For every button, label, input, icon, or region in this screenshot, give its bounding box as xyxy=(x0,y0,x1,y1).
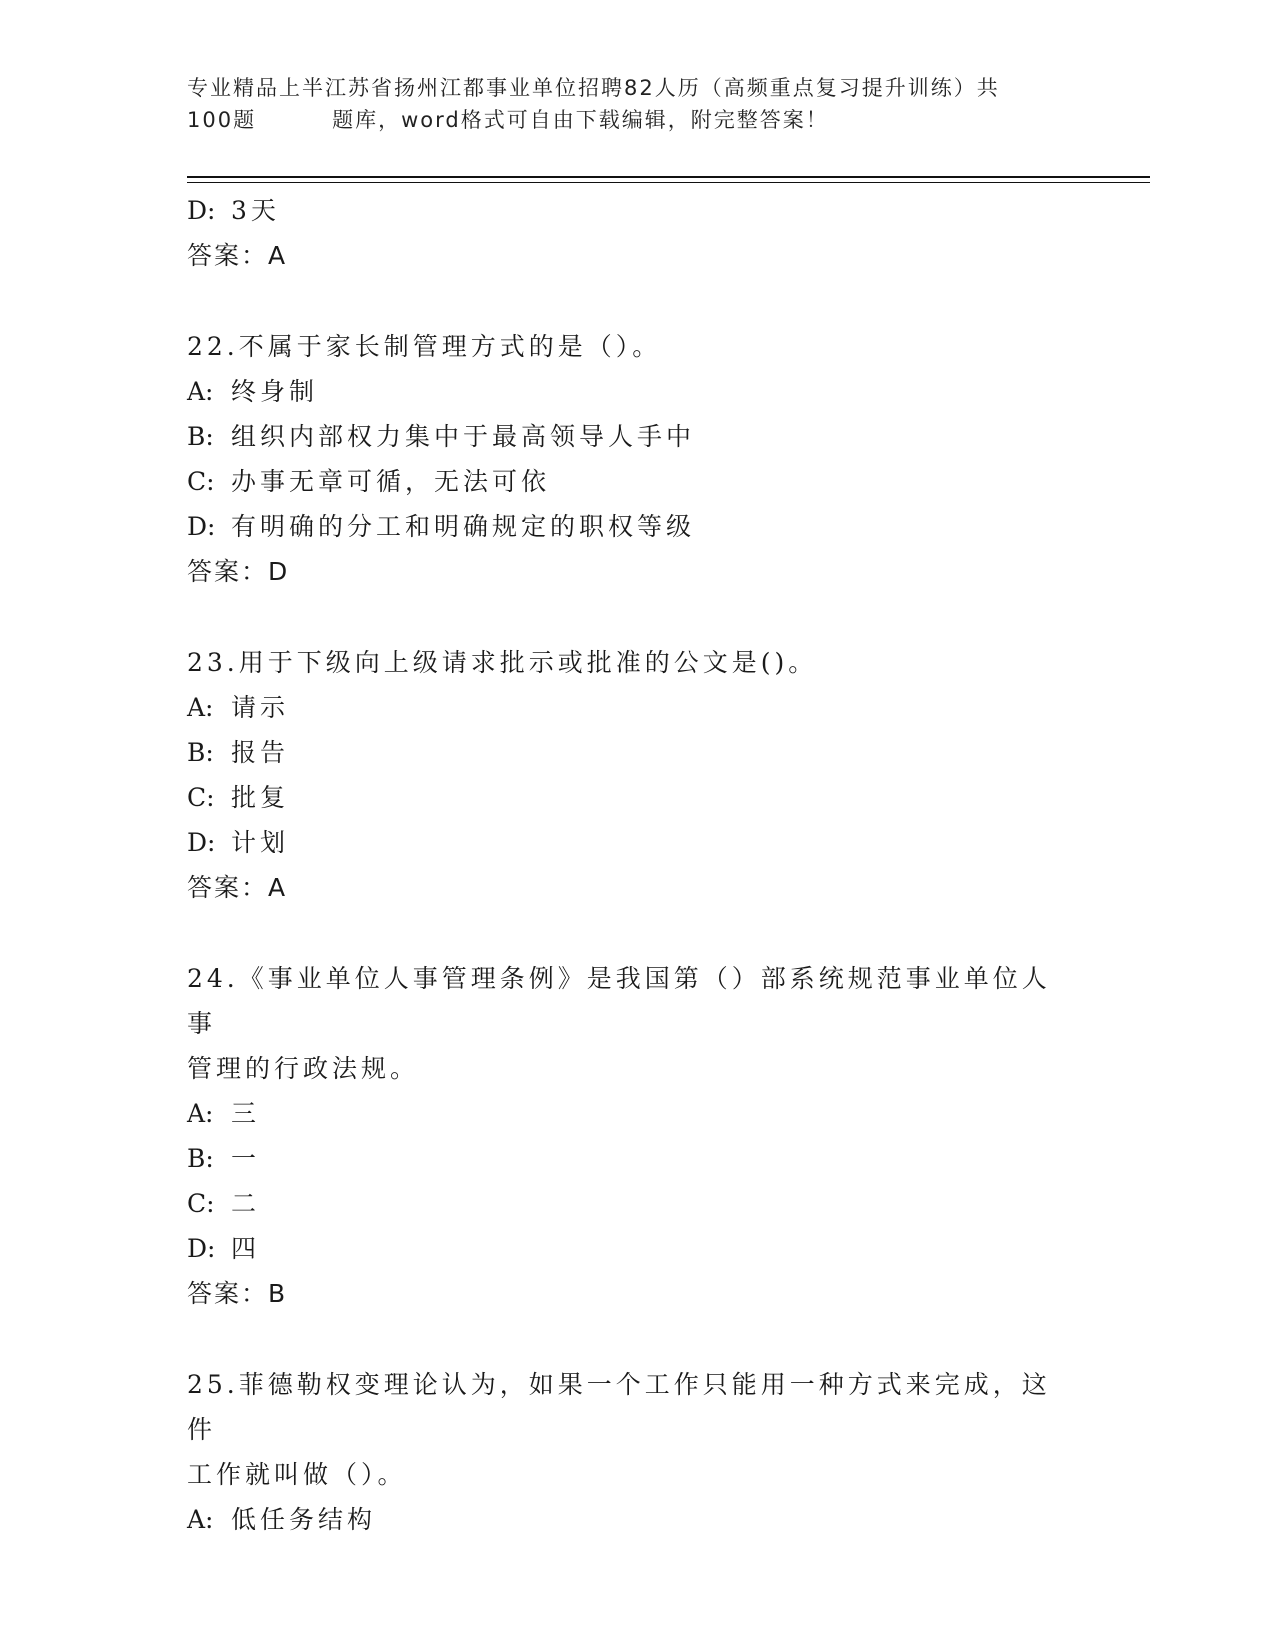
option-d: D: 有明确的分工和明确规定的职权等级 xyxy=(187,512,696,541)
answer: 答案：A xyxy=(187,241,288,270)
header-title-line2 xyxy=(187,104,1077,136)
option-d: D: 计划 xyxy=(187,828,290,857)
question-stem-line2: 工作就叫做（）。 xyxy=(187,1460,407,1489)
option-a: A: 低任务结构 xyxy=(187,1505,377,1534)
option-b: B: 组织内部权力集中于最高领导人手中 xyxy=(187,422,696,451)
option-a: A: 请示 xyxy=(187,693,290,722)
question-stem: 23.用于下级向上级请求批示或批准的公文是()。 xyxy=(187,648,818,677)
option-d: D: 四 xyxy=(187,1234,261,1263)
option-d: D: 3天 xyxy=(187,196,280,225)
header-title-line1: 专业精品上半江苏省扬州江都事业单位招聘82人历（高频重点复习提升训练）共 xyxy=(187,76,1000,100)
answer: 答案：A xyxy=(187,873,288,902)
option-c: C: 办事无章可循，无法可依 xyxy=(187,467,551,496)
question-stem-line2: 管理的行政法规。 xyxy=(187,1054,420,1083)
option-a: A: 三 xyxy=(187,1099,261,1128)
question-stem-line1: 25.菲德勒权变理论认为，如果一个工作只能用一种方式来完成，这件 xyxy=(187,1370,1051,1444)
header-divider-thin xyxy=(187,182,1150,183)
option-b: B: 一 xyxy=(187,1144,261,1173)
answer: 答案：B xyxy=(187,1279,288,1308)
option-b: B: 报告 xyxy=(187,738,290,767)
header-question-count: 100题 xyxy=(187,108,257,132)
document-body xyxy=(187,188,1077,1542)
question-stem: 22.不属于家长制管理方式的是（）。 xyxy=(187,332,662,361)
header-divider-thick xyxy=(187,176,1150,178)
option-c: C: 二 xyxy=(187,1189,261,1218)
answer: 答案：D xyxy=(187,557,290,586)
question-stem-line1: 24.《事业单位人事管理条例》是我国第（）部系统规范事业单位人事 xyxy=(187,964,1051,1038)
header-subtitle: 题库，word格式可自由下载编辑，附完整答案！ xyxy=(332,108,829,132)
page-header xyxy=(187,72,1077,136)
option-c: C: 批复 xyxy=(187,783,290,812)
option-a: A: 终身制 xyxy=(187,377,319,406)
